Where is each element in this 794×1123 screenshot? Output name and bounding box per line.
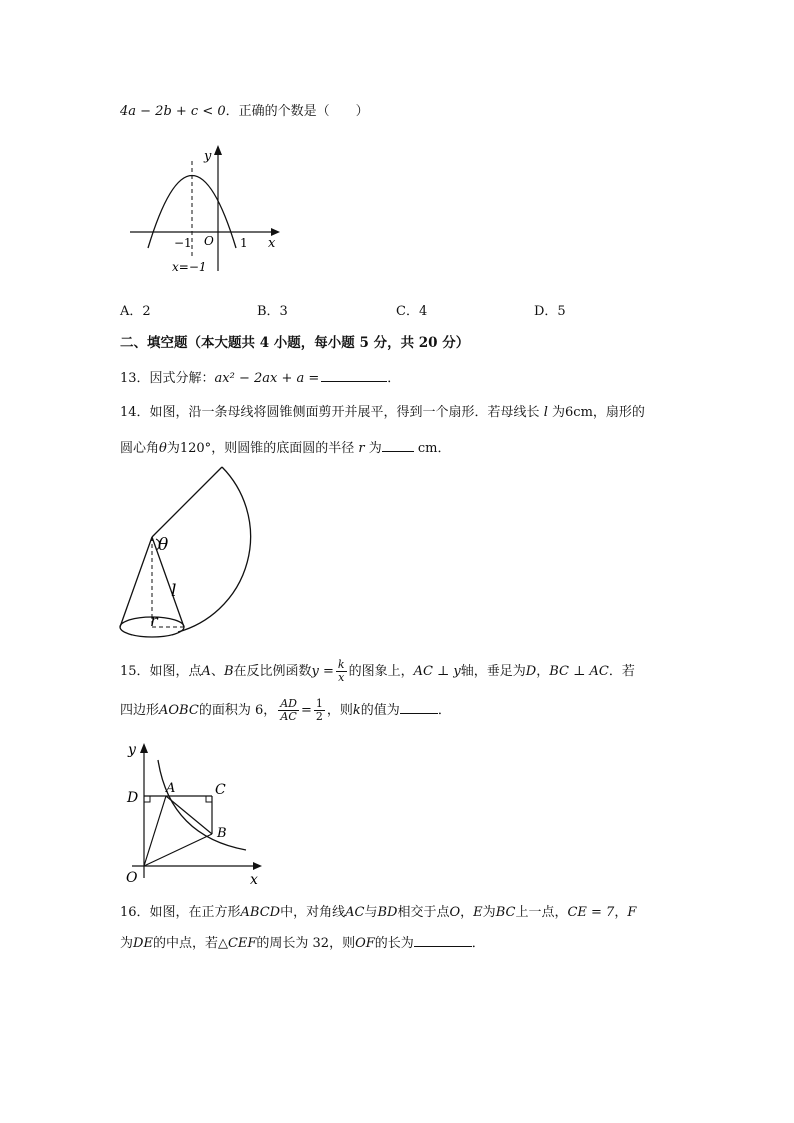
q15-line-1: [120, 659, 635, 684]
q15-end: ．: [437, 703, 451, 718]
q13-end: ．: [387, 371, 401, 386]
q12-question-text: ．正确的个数是（ ）: [225, 104, 369, 119]
choice-a[interactable]: A．2: [120, 304, 151, 319]
q14-text-1: 14．如图，沿一条母线将圆锥侧面剪开并展平，得到一个扇形．若母线长: [120, 405, 540, 420]
theta-label: θ: [158, 535, 169, 555]
q16-bc: BC: [495, 905, 516, 920]
q15-var-b: B: [223, 664, 234, 679]
q16-text-12: 的长为: [374, 936, 414, 951]
q16-text-5: ，: [460, 905, 474, 920]
sector-arc: [178, 467, 251, 632]
q15-text-5: ．若: [608, 664, 635, 679]
segment-oa: [144, 796, 166, 866]
q16-text-11: 的周长为 32，则: [256, 936, 356, 951]
q13-line: [120, 368, 400, 388]
hyperbola-figure: [122, 738, 272, 888]
q16-text-8: ，: [614, 905, 628, 920]
q15-text-1: 15．如图，点: [120, 664, 202, 679]
choice-d[interactable]: D．5: [534, 304, 566, 319]
tick-neg1-label: −1: [174, 236, 192, 250]
q13-answer-blank[interactable]: [321, 368, 387, 382]
q15-var-k: k: [352, 703, 361, 718]
q14-var-r: r: [358, 441, 365, 456]
x-axis-label: x: [268, 236, 276, 251]
q15-ratio-den: AC: [280, 710, 297, 723]
q15-eq: =: [300, 703, 312, 718]
q14-text-2: 为: [552, 405, 566, 420]
q16-text-3: 与: [364, 905, 378, 920]
section-heading: 二、填空题（本大题共 4 小题，每小题 5 分，共 20 分）: [120, 335, 470, 351]
q16-answer-blank[interactable]: [414, 933, 472, 947]
q15-comma: ，: [536, 664, 550, 679]
q16-ce: CE = 7: [567, 905, 615, 920]
q14-text-5: 为: [166, 441, 180, 456]
q15-ratio: [278, 698, 299, 723]
q15-perp-2: BC ⊥ AC: [549, 664, 609, 679]
q15-var-d: D: [525, 664, 537, 679]
x-axis-arrow: [271, 228, 280, 236]
q15-half: [314, 698, 325, 723]
segment-ab: [166, 796, 212, 834]
q16-of: OF: [355, 936, 375, 951]
q16-f: F: [627, 905, 637, 920]
sector-radius-upper: [152, 467, 222, 537]
q16-text-2: 中，对角线: [280, 905, 346, 920]
q15-frac-den: x: [338, 671, 345, 684]
q15-text-7: 的面积为 6，: [198, 703, 277, 718]
y-axis-arrow: [140, 743, 148, 753]
q14-var-theta: θ: [159, 441, 167, 456]
right-angle-c: [206, 796, 212, 802]
tick-1-label: 1: [240, 236, 248, 250]
q14-var-l: l: [543, 405, 548, 420]
q15-half-den: 2: [315, 710, 323, 723]
q16-text-9: 为: [120, 936, 134, 951]
x-label: x: [250, 872, 258, 888]
q14-line-1: [120, 404, 645, 422]
q14-angle: 120°: [179, 441, 212, 456]
radius-label: r: [150, 611, 158, 630]
q15-frac-num: k: [337, 658, 345, 671]
symmetry-axis-label: x=−1: [172, 260, 207, 274]
y-axis-arrow: [214, 145, 222, 155]
q16-e: E: [473, 905, 483, 920]
choice-c[interactable]: C．4: [396, 304, 428, 319]
q16-ac: AC: [345, 905, 365, 920]
q16-text-1: 16．如图，在正方形: [120, 905, 241, 920]
point-c-label: C: [215, 782, 226, 798]
q16-line-2: [120, 933, 485, 953]
q16-text-6: 为: [482, 905, 496, 920]
q14-line-2: [120, 438, 450, 458]
q14-end: ．: [437, 441, 451, 456]
q15-ratio-num: AD: [280, 697, 297, 710]
choice-b[interactable]: B．3: [257, 304, 288, 319]
q15-text-4: 轴，垂足为: [460, 664, 526, 679]
point-o-label: O: [126, 870, 138, 886]
origin-label: O: [204, 234, 214, 248]
q16-end: ．: [471, 936, 485, 951]
q15-y-eq: y =: [311, 664, 334, 679]
q14-unit: cm: [417, 441, 438, 456]
q13-lead: 13．因式分解：: [120, 371, 215, 386]
q15-k-over-x: [336, 659, 347, 684]
q15-text-3: 的图象上，: [348, 664, 414, 679]
q13-expression: ax² − 2ax + a =: [214, 371, 320, 386]
q16-text-10: 的中点，若△: [152, 936, 228, 951]
q15-answer-blank[interactable]: [400, 700, 438, 714]
q14-length: 6cm: [565, 405, 593, 420]
q16-text-4: 相交于点: [397, 905, 450, 920]
q14-text-6: ，则圆锥的底面圆的半径: [211, 441, 355, 456]
cone-sector-figure: [116, 464, 256, 644]
y-axis-label: y: [204, 149, 212, 164]
x-axis-arrow: [253, 862, 262, 870]
point-b-label: B: [217, 826, 227, 841]
point-d-label: D: [127, 790, 139, 806]
q15-text-8: ，则: [326, 703, 353, 718]
segment-ob: [144, 834, 212, 866]
q14-text-4: 圆心角: [120, 441, 160, 456]
q16-o: O: [449, 905, 461, 920]
q12-inequality: 4a − 2b + c < 0: [120, 104, 226, 119]
q15-perp-1: AC ⊥ y: [413, 664, 461, 679]
hyperbola-curve: [158, 760, 246, 850]
right-angle-d: [144, 796, 150, 802]
point-a-label: A: [166, 781, 176, 796]
parabola-figure: [128, 143, 288, 278]
q15-var-a: A: [201, 664, 211, 679]
q15-line-2: [120, 697, 451, 725]
q12-tail-line: [120, 103, 369, 121]
q16-line-1: [120, 904, 636, 922]
q16-triangle: CEF: [227, 936, 257, 951]
q15-half-num: 1: [315, 697, 323, 710]
q15-text-2: 在反比例函数: [233, 664, 312, 679]
q16-square: ABCD: [240, 905, 281, 920]
q16-bd: BD: [377, 905, 398, 920]
q14-text-3: ，扇形的: [592, 405, 645, 420]
q15-quad: AOBC: [159, 703, 199, 718]
q16-de: DE: [133, 936, 153, 951]
y-label: y: [128, 742, 136, 758]
q14-text-7: 为: [368, 441, 382, 456]
q14-answer-blank[interactable]: [382, 438, 414, 452]
q15-sep: 、: [210, 664, 224, 679]
slant-label: l: [171, 581, 177, 601]
q15-text-6: 四边形: [120, 703, 160, 718]
q15-text-9: 的值为: [360, 703, 400, 718]
cone-side-left: [120, 537, 152, 627]
q16-text-7: 上一点，: [515, 905, 568, 920]
